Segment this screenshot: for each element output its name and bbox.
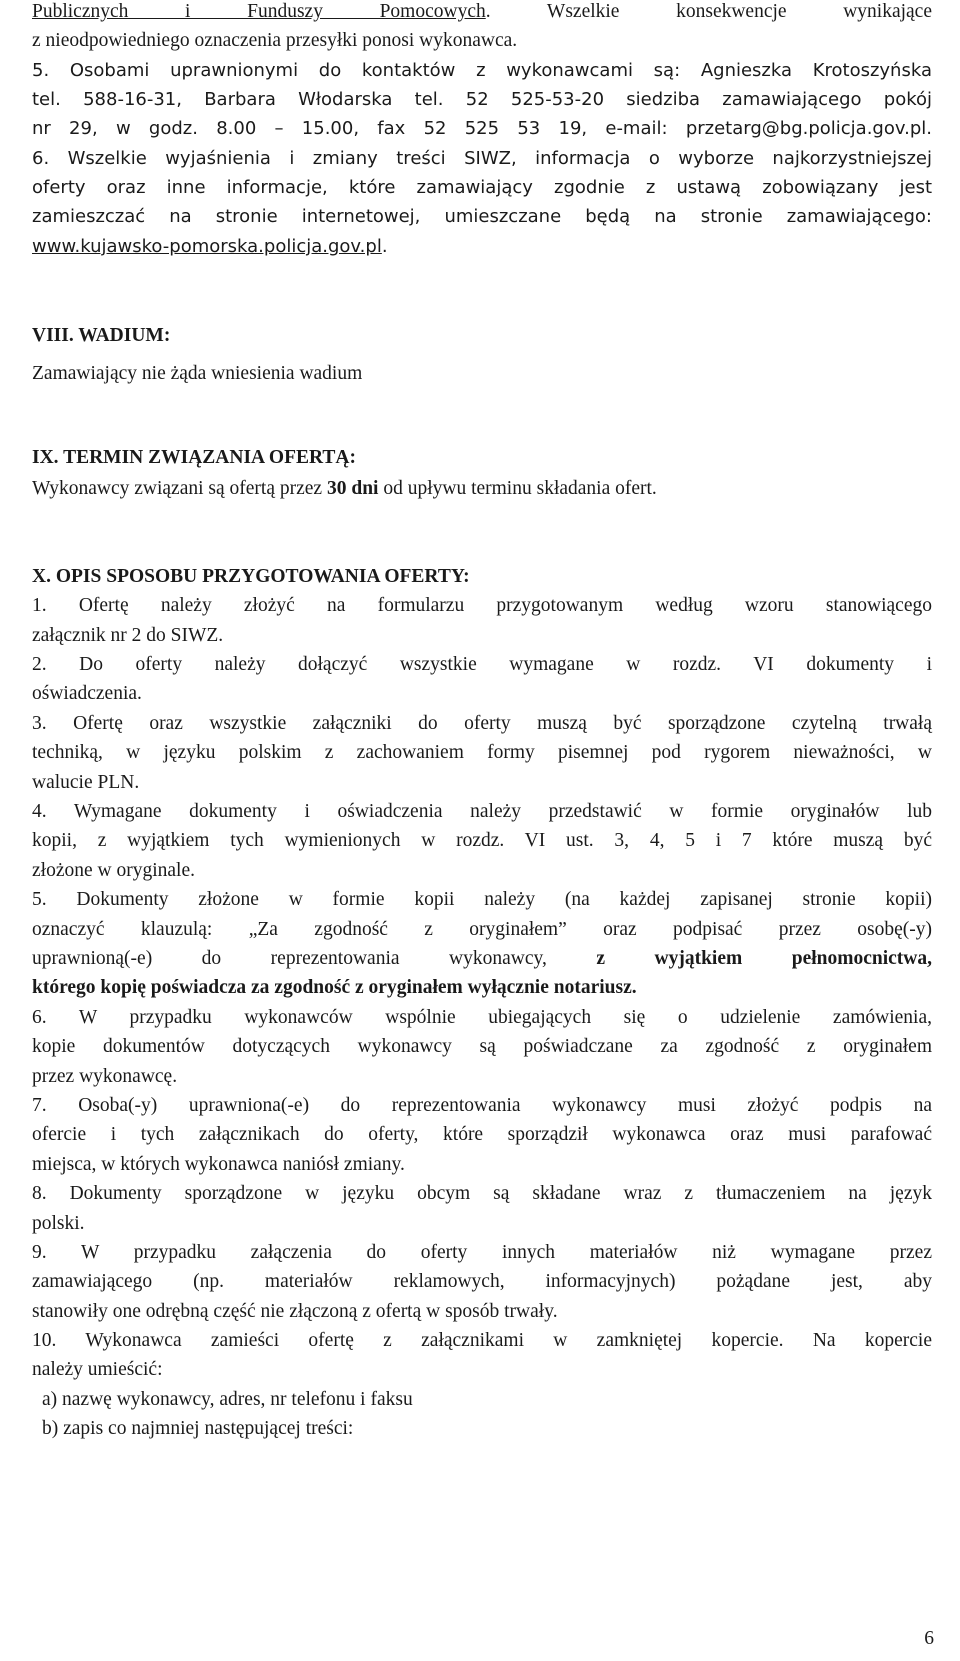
- text-line: [32, 0, 932, 24]
- text-line: 5. Dokumenty złożone w formie kopii należy (na każdej zapisanej stronie kopii): [32, 889, 932, 910]
- text-line: oferty oraz inne informacje, które zamawiający zgodnie z ustawą zobowiązany jest: [32, 177, 932, 198]
- text-line: należy umieścić:: [32, 1359, 163, 1380]
- text-span: uprawnioną(-e) do reprezentowania wykonawcy,: [32, 948, 597, 969]
- text-line: oznaczyć klauzulą: „Za zgodność z oryginałem” oraz podpisać przez osobę(-y): [32, 919, 932, 940]
- text-line: ofercie i tych załącznikach do oferty, które sporządził wykonawca oraz musi parafować: [32, 1124, 932, 1145]
- text-line: złożone w oryginale.: [32, 860, 195, 881]
- text-line: 8. Dokumenty sporządzone w języku obcym są składane wraz z tłumaczeniem na język: [32, 1183, 932, 1204]
- text-line: walucie PLN.: [32, 772, 140, 793]
- contact-line: tel. 588-16-31, Barbara Włodarska tel. 52 525-53-20 siedziba zamawiającego pokój: [32, 89, 932, 110]
- text-line: załącznik nr 2 do SIWZ.: [32, 625, 224, 646]
- text-line: z nieodpowiedniego oznaczenia przesyłki ponosi wykonawca.: [32, 30, 518, 51]
- text-line: zamawiającego (np. materiałów reklamowych, informacyjnych) pożądane jest, aby: [32, 1271, 932, 1292]
- text-line: 2. Do oferty należy dołączyć wszystkie wymagane w rozdz. VI dokumenty i: [32, 654, 932, 675]
- list-item: a) nazwę wykonawcy, adres, nr telefonu i faksu: [42, 1389, 413, 1410]
- text-span: Wykonawcy związani są ofertą przez: [32, 478, 327, 499]
- bold-line: którego kopię poświadcza za zgodność z oryginałem wyłącznie notariusz.: [32, 977, 637, 998]
- section-heading: VIII. WADIUM:: [32, 325, 171, 346]
- text-line: 7. Osoba(-y) uprawniona(-e) do reprezentowania wykonawcy musi złożyć podpis na: [32, 1095, 932, 1116]
- text-line: stanowiły one odrębną część nie złączoną z ofertą w sposób trwały.: [32, 1301, 558, 1322]
- contact-line: 5. Osobami uprawnionymi do kontaktów z wykonawcami są: Agnieszka Krotoszyńska: [32, 60, 932, 81]
- section-heading: X. OPIS SPOSOBU PRZYGOTOWANIA OFERTY:: [32, 566, 470, 587]
- text-line: polski.: [32, 1213, 85, 1234]
- underlined-text: Publicznych i Funduszy Pomocowych: [32, 1, 486, 22]
- text-line: 6. W przypadku wykonawców wspólnie ubiegających się o udzielenie zamówienia,: [32, 1007, 932, 1028]
- text-line: oświadczenia.: [32, 683, 142, 704]
- contact-line: nr 29, w godz. 8.00 – 15.00, fax 52 525 53 19, e-mail: przetarg@bg.policja.gov.pl.: [32, 118, 932, 139]
- text-line: kopii, z wyjątkiem tych wymienionych w rozdz. VI ust. 3, 4, 5 i 7 które muszą być: [32, 830, 932, 851]
- text-span: od upływu terminu składania ofert.: [378, 478, 657, 499]
- text-span: . Wszelkie konsekwencje wynikające: [485, 1, 932, 22]
- text-line: 9. W przypadku załączenia do oferty innych materiałów niż wymagane przez: [32, 1242, 932, 1263]
- text-line: techniką, w języku polskim z zachowaniem formy pisemnej pod rygorem nieważności, w: [32, 742, 932, 763]
- text-line: [32, 235, 932, 259]
- section-heading: IX. TERMIN ZWIĄZANIA OFERTĄ:: [32, 447, 356, 468]
- text-line: miejsca, w których wykonawca naniósł zmiany.: [32, 1154, 405, 1175]
- text-line: 6. Wszelkie wyjaśnienia i zmiany treści SIWZ, informacja o wyborze najkorzystniejszej: [32, 148, 932, 169]
- text-line: 1. Ofertę należy złożyć na formularzu przygotowanym według wzoru stanowiącego: [32, 595, 932, 616]
- bold-text: z wyjątkiem pełnomocnictwa,: [596, 948, 932, 969]
- text-line: przez wykonawcę.: [32, 1066, 178, 1087]
- text-line: [32, 947, 932, 971]
- page-number: 6: [924, 1628, 934, 1649]
- text-line: 4. Wymagane dokumenty i oświadczenia należy przedstawić w formie oryginałów lub: [32, 801, 932, 822]
- text-line: zamieszczać na stronie internetowej, umieszczane będą na stronie zamawiającego:: [32, 206, 932, 227]
- text-line: 10. Wykonawca zamieści ofertę z załącznikami w zamkniętej kopercie. Na kopercie: [32, 1330, 932, 1351]
- text-line: Zamawiający nie żąda wniesienia wadium: [32, 363, 363, 384]
- website-link[interactable]: www.kujawsko-pomorska.policja.gov.pl: [32, 236, 382, 257]
- text-line: 3. Ofertę oraz wszystkie załączniki do oferty muszą być sporządzone czytelną trwałą: [32, 713, 932, 734]
- text-line: [32, 477, 932, 501]
- list-item: b) zapis co najmniej następującej treści:: [42, 1418, 354, 1439]
- bold-text: 30 dni: [326, 478, 379, 499]
- text-line: kopie dokumentów dotyczących wykonawcy są poświadczane za zgodność z oryginałem: [32, 1036, 932, 1057]
- text-span: .: [381, 236, 388, 257]
